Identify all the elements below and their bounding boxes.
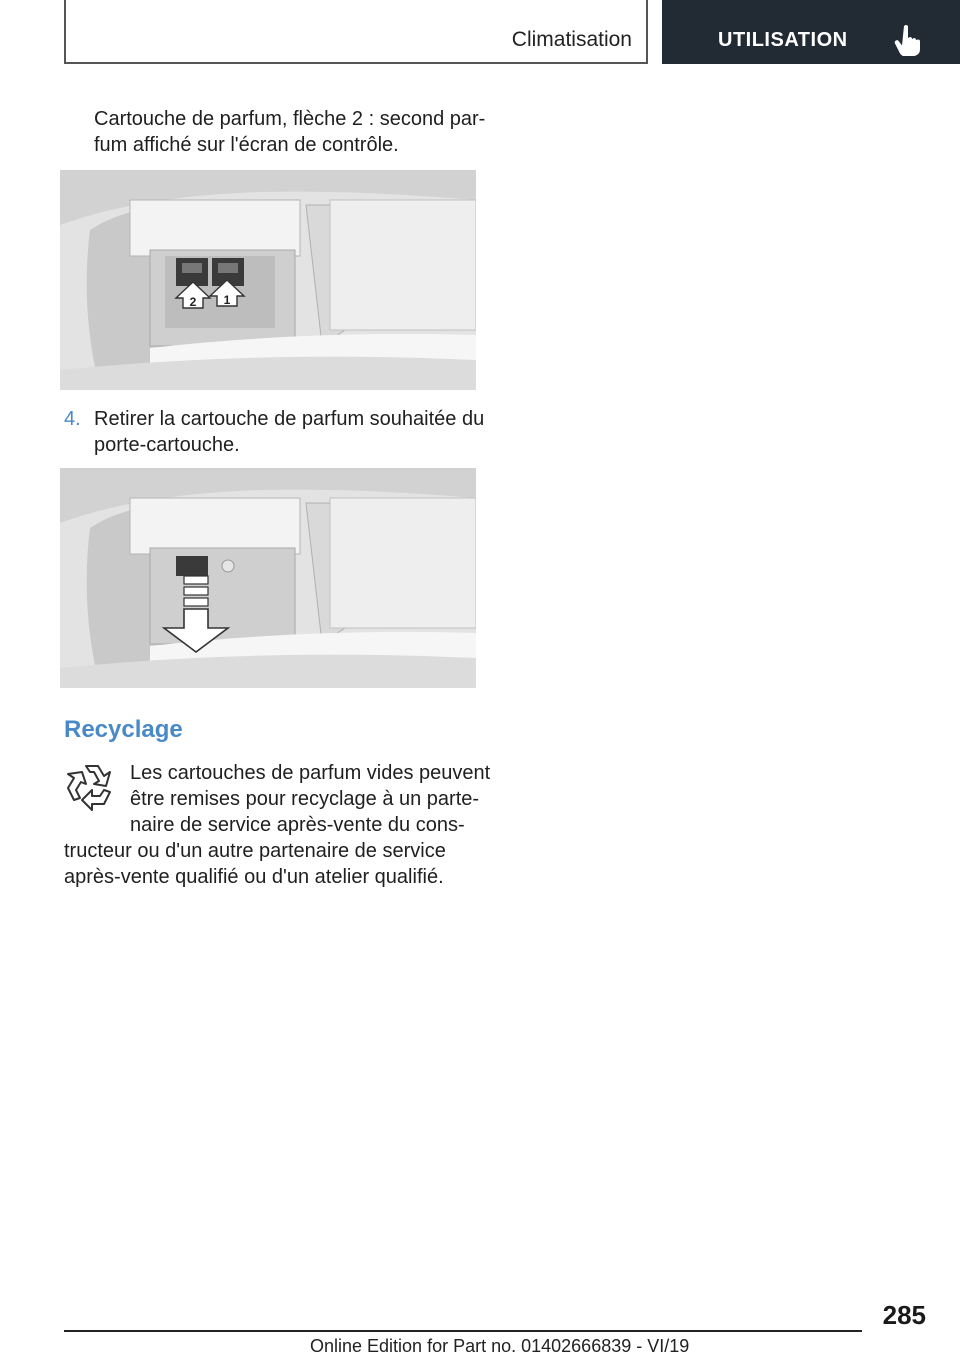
recycle-icon	[66, 760, 118, 812]
chapter-tab	[662, 0, 960, 64]
section-title: Climatisation	[511, 28, 632, 51]
chapter-title: UTILISATION	[718, 29, 848, 51]
recycling-line-5: après-vente qualifié ou d'un atelier qualifié.	[64, 866, 444, 888]
figure-cartridge-holder-arrows	[60, 170, 476, 390]
arrow-label-2: 2	[189, 295, 197, 309]
figure-2-illustration	[60, 468, 476, 688]
arrow-label-1: 1	[223, 293, 231, 307]
footer-rule	[64, 1330, 862, 1332]
intro-line-2: fum affiché sur l'écran de contrôle.	[94, 134, 399, 156]
recycling-line-2: être remises pour recyclage à un parte-	[130, 788, 480, 810]
step-4-line-1: Retirer la cartouche de parfum souhaitée du	[94, 408, 485, 430]
figure-1-illustration	[60, 170, 476, 390]
recycling-line-4: tructeur ou d'un autre partenaire de service	[64, 840, 446, 862]
figure-remove-cartridge	[60, 468, 476, 688]
header-section-frame	[64, 0, 648, 64]
pointing-hand-icon	[894, 24, 924, 56]
intro-line-1: Cartouche de parfum, flèche 2 : second par-	[94, 108, 486, 130]
recycling-heading: Recyclage	[64, 716, 183, 743]
step-4-line-2: porte-cartouche.	[94, 434, 240, 456]
step-number: 4.	[64, 408, 81, 430]
recycling-line-3: naire de service après-vente du cons-	[130, 814, 465, 836]
recycling-line-1: Les cartouches de parfum vides peuvent	[130, 762, 491, 784]
edition-note: Online Edition for Part no. 01402666839 - VI/19	[310, 1336, 690, 1356]
page-number: 285	[882, 1300, 926, 1330]
